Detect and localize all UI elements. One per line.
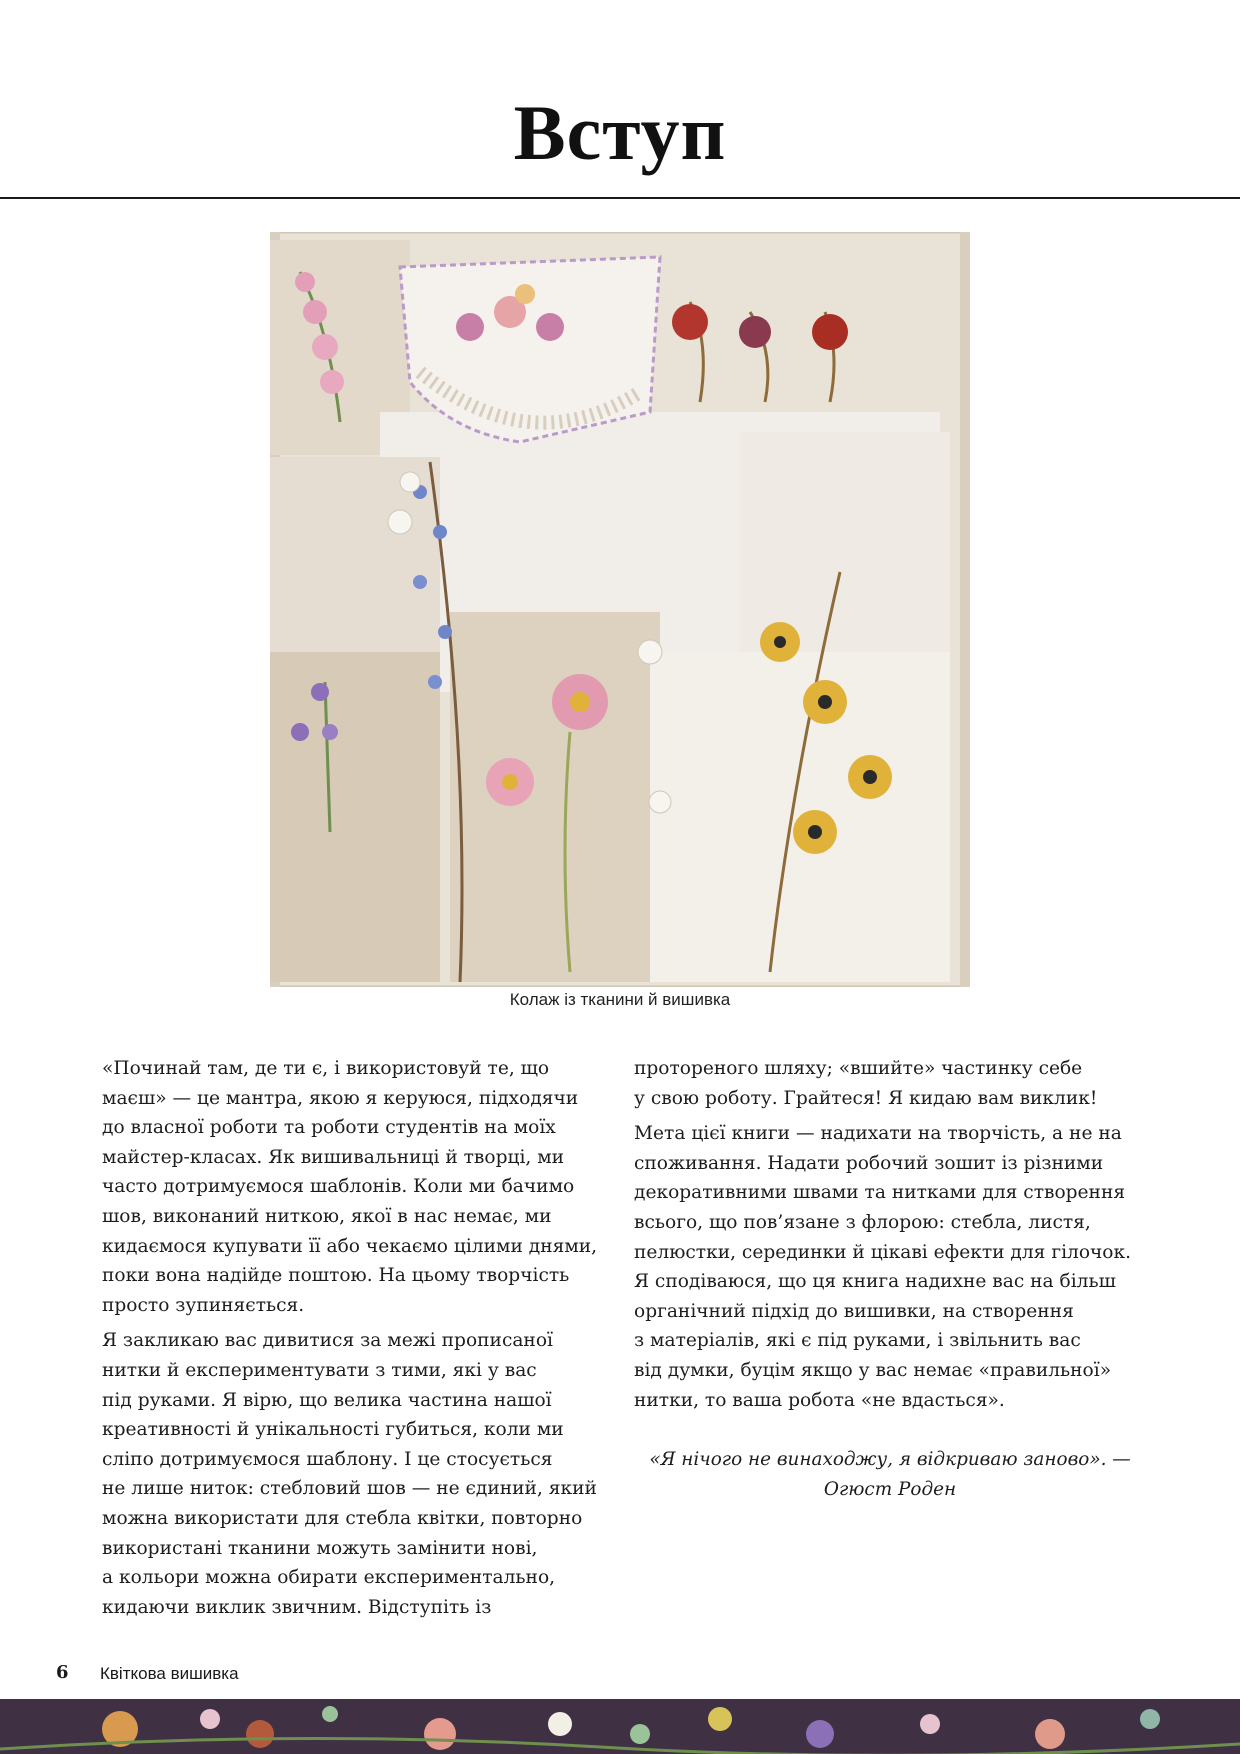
text-line: а кольори можна обирати експериментально, <box>102 1567 556 1589</box>
page-number: 6 <box>56 1662 69 1683</box>
text-line: кидаючи виклик звичним. Відступіть із <box>102 1596 492 1618</box>
text-line: часто дотримуємося шаблонів. Коли ми бачимо <box>102 1176 575 1198</box>
text-line: органічний підхід до вишивки, на створення <box>634 1300 1074 1322</box>
text-line: поки вона надійде поштою. На цьому творчість <box>102 1265 570 1287</box>
text-line: кидаємося купувати її або чекаємо цілими днями, <box>102 1235 598 1257</box>
text-line: з матеріалів, які є під руками, і звільнить вас <box>634 1330 1081 1352</box>
paragraph <box>102 1054 612 1320</box>
paragraph <box>634 1119 1146 1415</box>
text-line: пелюстки, серединки й цікаві ефекти для гілочок. <box>634 1241 1132 1263</box>
text-line: нитки й експериментувати з тими, які у вас <box>102 1359 537 1381</box>
text-line: до власної роботи та роботи студентів на моїх <box>102 1117 556 1139</box>
text-column-left <box>102 1054 612 1628</box>
running-title: Квіткова вишивка <box>100 1664 239 1683</box>
text-line: не лише ниток: стебловий шов — не єдиний, який <box>102 1478 597 1500</box>
text-line: креативності й унікальності губиться, коли ми <box>102 1419 564 1441</box>
text-line: майстер-класах. Як вишивальниці й творці, ми <box>102 1146 565 1168</box>
footer-embroidery-strip <box>0 1699 1240 1754</box>
text-line: Я закликаю вас дивитися за межі прописаної <box>102 1330 553 1352</box>
epigraph-quote <box>634 1445 1146 1505</box>
quote-line: «Я нічого не винаходжу, я відкриваю заново». — <box>649 1449 1131 1471</box>
photo-caption: Колаж із тканини й вишивка <box>509 990 731 1009</box>
text-column-right <box>634 1054 1146 1505</box>
paragraph <box>102 1326 612 1622</box>
paragraph <box>634 1054 1146 1113</box>
text-line: можна використати для стебла квітки, повторно <box>102 1507 583 1529</box>
text-line: декоративними швами та нитками для створення <box>634 1182 1126 1204</box>
embroidery-collage-photo <box>270 232 970 987</box>
text-line: «Починай там, де ти є, і використовуй те, що <box>102 1058 550 1079</box>
text-line: сліпо дотримуємося шаблону. І це стосується <box>102 1448 553 1470</box>
text-line: маєш» — це мантра, якою я керуюся, підходячи <box>102 1087 579 1109</box>
text-line: використані тканини можуть замінити нові, <box>102 1537 538 1559</box>
text-line: від думки, буцім якщо у вас немає «правильної» <box>634 1359 1112 1381</box>
text-line: просто зупиняється. <box>102 1294 305 1316</box>
text-line: протореного шляху; «вшийте» частинку себе <box>634 1058 1083 1079</box>
text-line: Я сподіваюся, що ця книга надихне вас на більш <box>634 1271 1116 1293</box>
text-line: під руками. Я вірю, що велика частина нашої <box>102 1389 552 1411</box>
text-line: всього, що пов’язане з флорою: стебла, листя, <box>634 1211 1091 1233</box>
text-line: Мета цієї книги — надихати на творчість, а не на <box>634 1123 1122 1145</box>
text-line: шов, виконаний ниткою, якої в нас немає, ми <box>102 1205 552 1227</box>
text-line: споживання. Надати робочий зошит із різними <box>634 1152 1104 1174</box>
text-line: нитки, то ваша робота «не вдасться». <box>634 1389 1005 1411</box>
text-line: у свою роботу. Грайтеся! Я кидаю вам виклик! <box>634 1087 1098 1109</box>
header-rule <box>0 197 1240 199</box>
quote-author: Огюст Роден <box>823 1479 957 1501</box>
page-title: Вступ <box>513 89 727 176</box>
